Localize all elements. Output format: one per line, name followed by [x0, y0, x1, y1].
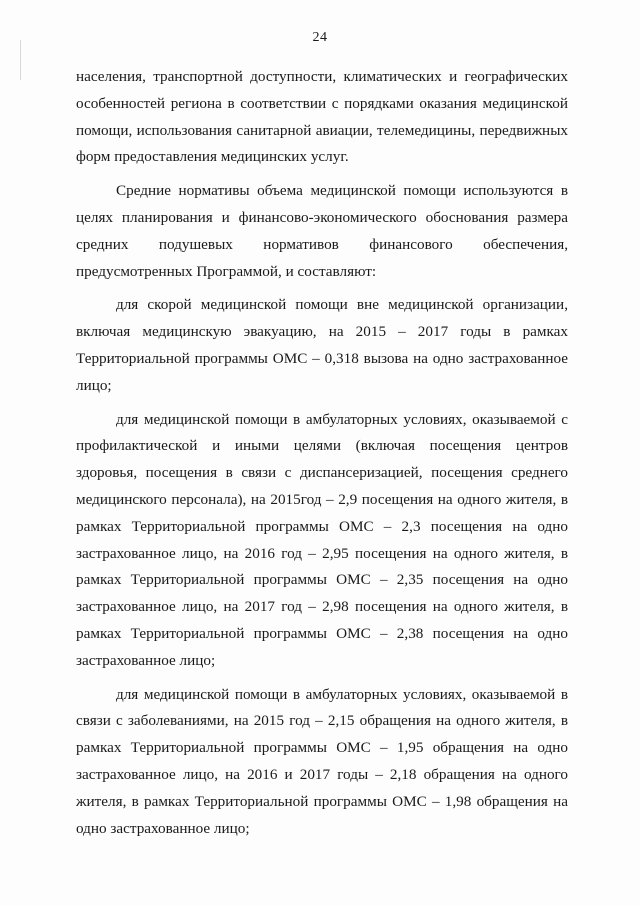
paragraph	[76, 178, 568, 285]
text-line: застрахованное лицо, на 2017 год – 2,98 посещения на одного жителя, в	[76, 598, 568, 616]
text-line: целях планирования и финансово-экономического обоснования размера	[76, 208, 568, 226]
text-line: рамках Территориальной программы ОМС – 2,35 посещения на одно	[76, 571, 568, 589]
text-line: связи с заболеваниями, на 2015 год – 2,15 обращения на одного жителя, в	[76, 712, 568, 730]
text-line: рамках Территориальной программы ОМС – 2,38 посещения на одно	[76, 624, 568, 642]
text-line: предусмотренных Программой, и составляют:	[76, 262, 377, 280]
text-line: форм предоставления медицинских услуг.	[76, 148, 349, 166]
text-line: застрахованное лицо, на 2016 и 2017 годы – 2,18 обращения на одного	[76, 765, 568, 783]
text-line: рамках Территориальной программы ОМС – 1,95 обращения на одно	[76, 739, 568, 757]
text-line: лицо;	[76, 376, 112, 394]
text-line: застрахованное лицо;	[76, 651, 216, 669]
text-line: рамках Территориальной программы ОМС – 2,3 посещения на одно	[76, 517, 568, 535]
paragraph	[76, 407, 568, 675]
text-line: населения, транспортной доступности, климатических и географических	[76, 68, 568, 85]
text-line: включая медицинскую эвакуацию, на 2015 – 2017 годы в рамках	[76, 323, 568, 341]
text-line: профилактической и иными целями (включая посещения центров	[76, 437, 568, 455]
text-line: одно застрахованное лицо;	[76, 819, 250, 837]
text-line: Средние нормативы объема медицинской помощи используются в	[116, 182, 568, 200]
text-line: Территориальной программы ОМС – 0,318 вызова на одно застрахованное	[76, 349, 568, 367]
text-line: застрахованное лицо, на 2016 год – 2,95 посещения на одного жителя, в	[76, 544, 568, 562]
text-line: жителя, в рамках Территориальной программы ОМС – 1,98 обращения на	[76, 792, 568, 810]
paragraph	[76, 682, 568, 843]
paragraph	[76, 64, 568, 171]
text-line: особенностей региона в соответствии с порядками оказания медицинской	[76, 94, 568, 112]
text-line: для медицинской помощи в амбулаторных условиях, оказываемой с	[116, 410, 568, 428]
text-line: здоровья, посещения в связи с диспансеризацией, посещения среднего	[76, 464, 568, 482]
page-number: 24	[312, 30, 328, 45]
text-line: помощи, использования санитарной авиации, телемедицины, передвижных	[76, 121, 568, 139]
text-line: средних подушевых нормативов финансового обеспечения,	[76, 235, 568, 253]
text-line: для медицинской помощи в амбулаторных условиях, оказываемой в	[116, 685, 568, 703]
scan-margin-mark	[20, 40, 21, 80]
body-text	[76, 64, 568, 849]
text-line: медицинского персонала), на 2015год – 2,9 посещения на одного жителя, в	[76, 490, 568, 508]
paragraph	[76, 292, 568, 399]
text-line: для скорой медицинской помощи вне медицинской организации,	[116, 296, 568, 314]
